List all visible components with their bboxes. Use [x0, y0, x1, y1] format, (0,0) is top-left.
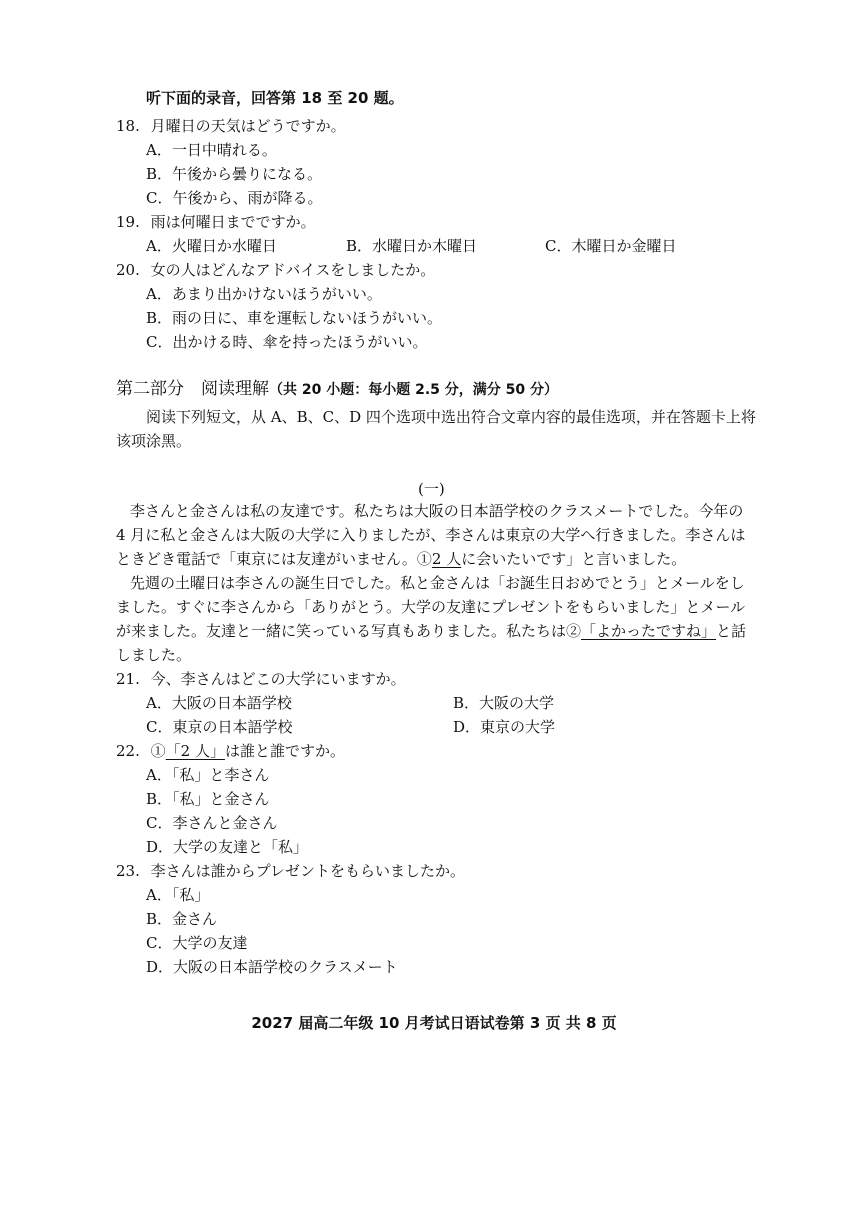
option-20a: A．あまり出かけないほうがいい。 [146, 285, 382, 303]
option-18a: A．一日中晴れる。 [146, 141, 277, 159]
passage-text: に会いたいです」と言いました。 [461, 550, 687, 568]
option-21c: C．東京の日本語学校 [146, 718, 293, 736]
passage-line-6 [116, 620, 746, 644]
question-text: 今、李さんはどこの大学にいますか。 [150, 670, 406, 688]
option-23d: D．大阪の日本語学校のクラスメート [146, 958, 398, 976]
question-marker: ① [150, 742, 166, 760]
passage-line-1: 李さんと金さんは私の友達です。私たちは大阪の日本語学校のクラスメートでした。今年の [130, 502, 744, 520]
section-2-instruction-line1: 阅读下列短文，从 A、B、C、D 四个选项中选出符合文章内容的最佳选项，并在答题卡上将 [146, 408, 756, 426]
question-23 [116, 861, 465, 881]
question-22 [116, 741, 345, 761]
option-22c: C．李さんと金さん [146, 814, 278, 832]
option-19c: C．木曜日か金曜日 [545, 237, 677, 255]
question-text: 女の人はどんなアドバイスをしましたか。 [150, 261, 436, 279]
passage-line-3 [116, 548, 686, 572]
underlined-phrase: 「2 人」 [165, 742, 225, 760]
question-number: 21. [116, 670, 140, 688]
option-21d: D．東京の大学 [453, 718, 556, 736]
option-23a: A．「私」 [146, 886, 210, 904]
option-20c: C．出かける時、傘を持ったほうがいい。 [146, 333, 428, 351]
option-22d: D．大学の友達と「私」 [146, 838, 309, 856]
section-2-title: 第二部分 阅读理解 [116, 379, 269, 399]
question-text: 雨は何曜日までですか。 [150, 213, 316, 231]
passage-line-4: 先週の土曜日は李さんの誕生日でした。私と金さんは「お誕生日おめでとう」とメールをし [130, 574, 745, 592]
page-footer: 2027 届高二年级 10 月考试日语试卷第 3 页 共 8 页 [251, 1014, 617, 1032]
underlined-phrase-1: 2 人 [431, 550, 462, 568]
passage-line-5: ました。すぐに李さんから「ありがとう。大学の友達にプレゼントをもらいました」とメール [116, 598, 746, 616]
question-18 [116, 116, 346, 136]
passage-text: と話 [716, 622, 747, 640]
question-text: 李さんは誰からプレゼントをもらいましたか。 [150, 862, 466, 880]
question-21 [116, 669, 406, 689]
option-21b: B．大阪の大学 [453, 694, 555, 712]
listening-instruction: 听下面的录音，回答第 18 至 20 题。 [146, 89, 404, 107]
option-20b: B．雨の日に、車を運転しないほうがいい。 [146, 309, 443, 327]
passage-line-2: 4 月に私と金さんは大阪の大学に入りましたが、李さんは東京の大学へ行きました。李さんは [116, 526, 746, 544]
question-number: 20. [116, 261, 140, 279]
passage-text: ときどき電話で「東京には友達がいません。① [116, 550, 432, 568]
passage-text: が来ました。友達と一緒に笑っている写真もありました。私たちは② [116, 622, 582, 640]
section-2-subtitle: （共 20 小题：每小题 2.5 分，满分 50 分） [269, 382, 559, 398]
option-18c: C．午後から、雨が降る。 [146, 189, 323, 207]
question-number: 19. [116, 213, 140, 231]
question-19 [116, 212, 316, 232]
option-19a: A．火曜日か水曜日 [146, 237, 277, 255]
underlined-phrase-2: 「よかったですね」 [581, 622, 717, 640]
question-number: 22. [116, 742, 140, 760]
question-number: 23. [116, 862, 140, 880]
option-23c: C．大学の友達 [146, 934, 248, 952]
option-22b: B．「私」と金さん [146, 790, 270, 808]
option-19b: B．水曜日か木曜日 [346, 237, 478, 255]
section-2-instruction-line2: 该项涂黑。 [116, 432, 192, 450]
section-2-heading [116, 378, 558, 401]
option-23b: B．金さん [146, 910, 218, 928]
question-text: は誰と誰ですか。 [224, 742, 345, 760]
question-number: 18. [116, 117, 140, 135]
option-22a: A．「私」と李さん [146, 766, 270, 784]
question-20 [116, 260, 435, 280]
question-text: 月曜日の天気はどうですか。 [150, 117, 346, 135]
option-21a: A．大阪の日本語学校 [146, 694, 292, 712]
option-18b: B．午後から曇りになる。 [146, 165, 323, 183]
passage-label: (一) [418, 480, 445, 498]
passage-line-7: しました。 [116, 646, 192, 664]
